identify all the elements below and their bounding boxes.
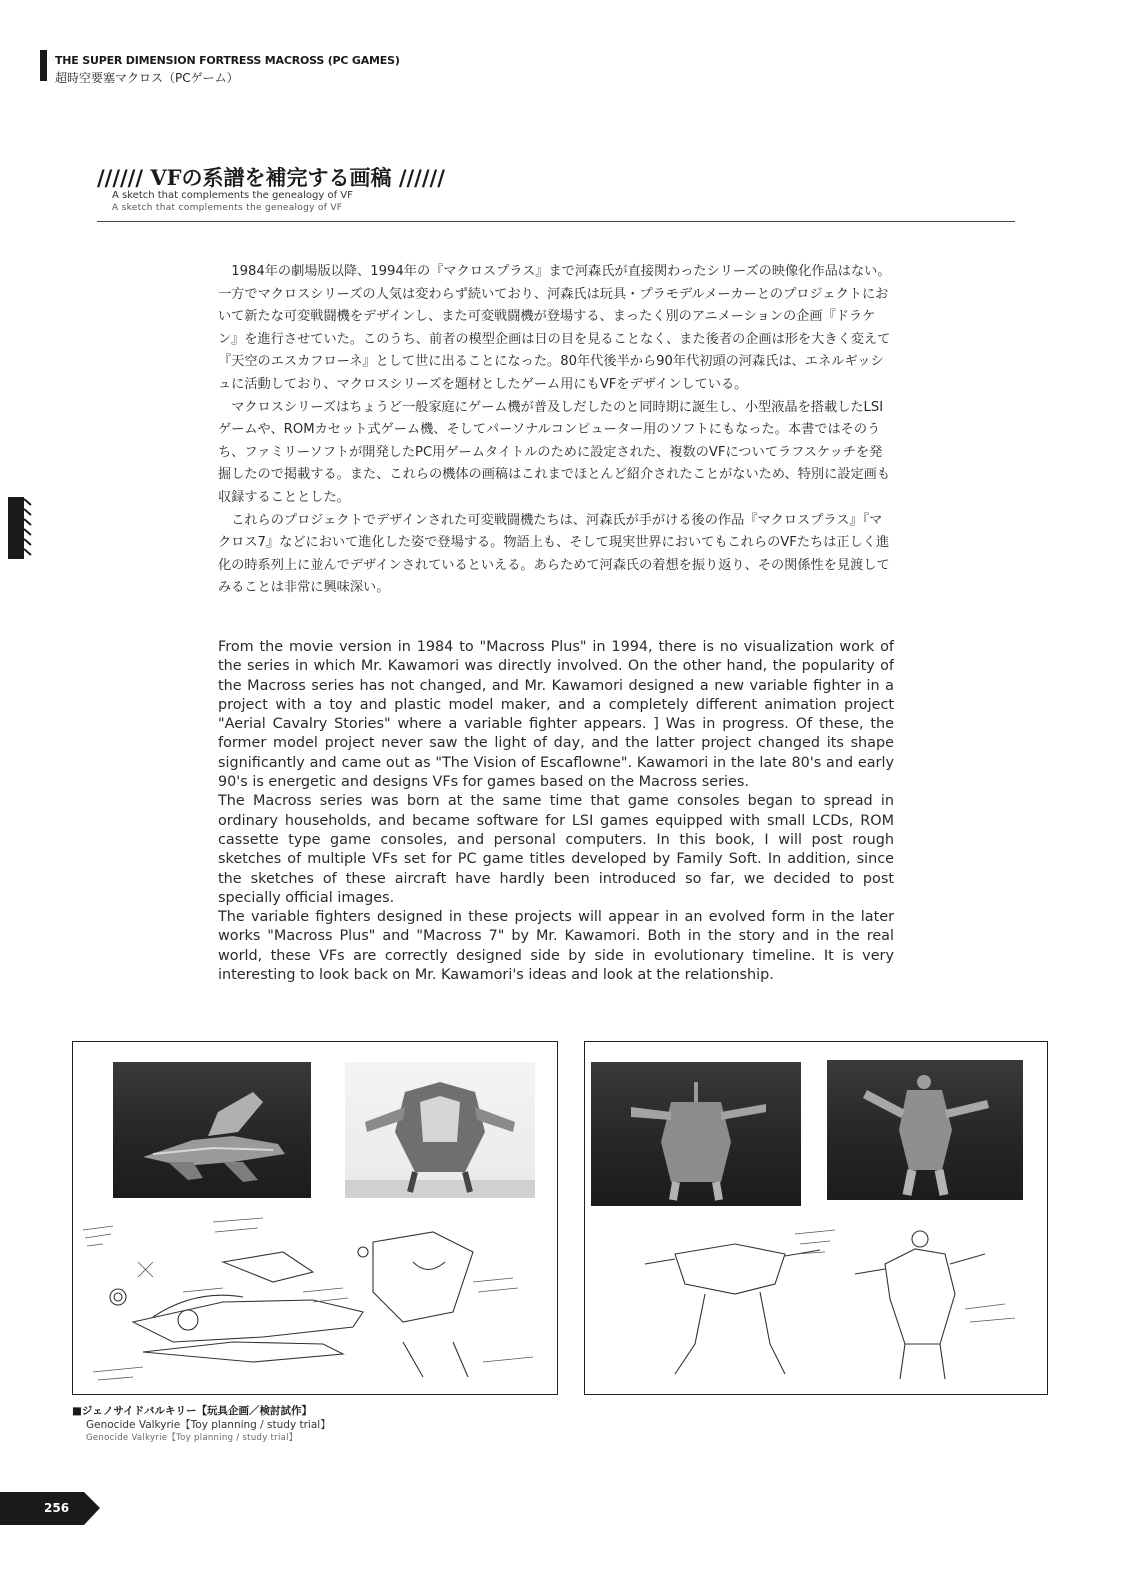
- sketch-right-group: [585, 1214, 1047, 1392]
- sketch-left-group: [73, 1202, 557, 1392]
- paragraph-jp-3: これらのプロジェクトでデザインされた可変戦闘機たちは、河森氏が手がける後の作品『マクロスプラス』『マクロス7』などにおいて進化した姿で登場する。物語上も、そして現実世界においてもこれらのVFたちは正しく進化の時系列上に並んでデザインされているといえる。あらためて河森氏の着想を振り返り、その関係性を見渡してみることは非常に興味深い。: [218, 512, 890, 596]
- header-title-en: THE SUPER DIMENSION FORTRESS MACROSS (PC GAMES): [55, 54, 400, 67]
- section-title: ////// VFの系譜を補完する画稿 //////: [97, 165, 445, 190]
- body-text-en: [218, 638, 894, 985]
- paragraph-en-3: The variable fighters designed in these projects will appear in an evolved form in the later works "Macross Plus" and "Macross 7" by Mr. Kawamori. Both in the story and in the real world, these VFs are correctly designed side by side in evolutionary timeline. It is very interesting to look back on Mr. Kawamori's ideas and look at the relationship.: [218, 909, 894, 984]
- figure-caption-en: Genocide Valkyrie【Toy planning / study trial】: [86, 1419, 331, 1431]
- figure-caption-en-mirror: Genocide Valkyrie【Toy planning / study trial】: [86, 1433, 298, 1443]
- photo-fighter-mode: [113, 1062, 311, 1198]
- section-subtitle: A sketch that complements the genealogy of VF: [112, 190, 353, 201]
- photo-battroid-dark: [827, 1060, 1023, 1200]
- page-number: 256: [44, 1501, 70, 1515]
- figure-panel-right: [584, 1041, 1048, 1395]
- photo-gerwalk-dark: [591, 1062, 801, 1206]
- photo-gerwalk-mode: [345, 1062, 535, 1198]
- paragraph-en-2: The Macross series was born at the same time that game consoles began to spread in ordinary households, and became software for LSI games equipped with small LCDs, ROM cassette type game consoles, and personal computers. In this book, I will post rough sketches of multiple VFs set for PC game titles developed by Family Soft. In addition, since the sketches of these aircraft have hardly been introduced so far, we decided to post specially official images.: [218, 793, 894, 906]
- header-title-jp: 超時空要塞マクロス（PCゲーム）: [55, 71, 239, 85]
- paragraph-jp-1: 1984年の劇場版以降、1994年の『マクロスプラス』まで河森氏が直接関わったシリーズの映像化作品はない。一方でマクロスシリーズの人気は変わらず続いており、河森氏は玩具・プラモデルメーカーとのプロジェクトにおいて新たな可変戦闘機をデザインし、また可変戦闘機が登場する、まったく別のアニメーションの企画『ドラケン』を進行させていた。このうち、前者の模型企画は日の目を見ることなく、また後者の企画は形を大きく変えて『天空のエスカフローネ』として世に出ることになった。80年代後半から90年代初頭の河森氏は、エネルギッシュに活動しており、マクロスシリーズを題材としたゲーム用にもVFをデザインしている。: [218, 264, 891, 392]
- section-subtitle-mirror: A sketch that complements the genealogy of VF: [112, 203, 343, 213]
- figure-panel-left: [72, 1041, 558, 1395]
- figure-caption-jp: ■ジェノサイドバルキリー【玩具企画／検討試作】: [72, 1405, 312, 1417]
- paragraph-jp-2: マクロスシリーズはちょうど一般家庭にゲーム機が普及しだしたのと同時期に誕生し、小型液晶を搭載したLSIゲームや、ROMカセット式ゲーム機、そしてパーソナルコンピューター用のソフトにもなった。本書ではそのうち、ファミリーソフトが開発したPC用ゲームタイトルのために設定された、複数のVFについてラフスケッチを発掘したので掲載する。また、これらの機体の画稿はこれまでほとんど紹介されたことがないため、特別に設定画も収録することとした。: [218, 399, 891, 505]
- header-accent-bar: [40, 50, 47, 81]
- paragraph-en-1: From the movie version in 1984 to "Macross Plus" in 1994, there is no visualization work of the series in which Mr. Kawamori was directly involved. On the other hand, the popularity of the Macross series has not changed, and Mr. Kawamori designed a new variable fighter in a project with a toy and plastic model maker, and a completely different animation project "Aerial Cavalry Stories" where a variable fighter appears. ] Was in progress. Of these, the former model project never saw the light of day, and the latter project changed its shape significantly and came out as "The Vision of Escaflowne". Kawamori in the late 80's and early 90's is energetic and designs VFs for games based on the Macross series.: [218, 639, 894, 791]
- section-rule: [97, 221, 1015, 222]
- margin-marks: [6, 497, 32, 563]
- body-text-jp: [218, 261, 894, 600]
